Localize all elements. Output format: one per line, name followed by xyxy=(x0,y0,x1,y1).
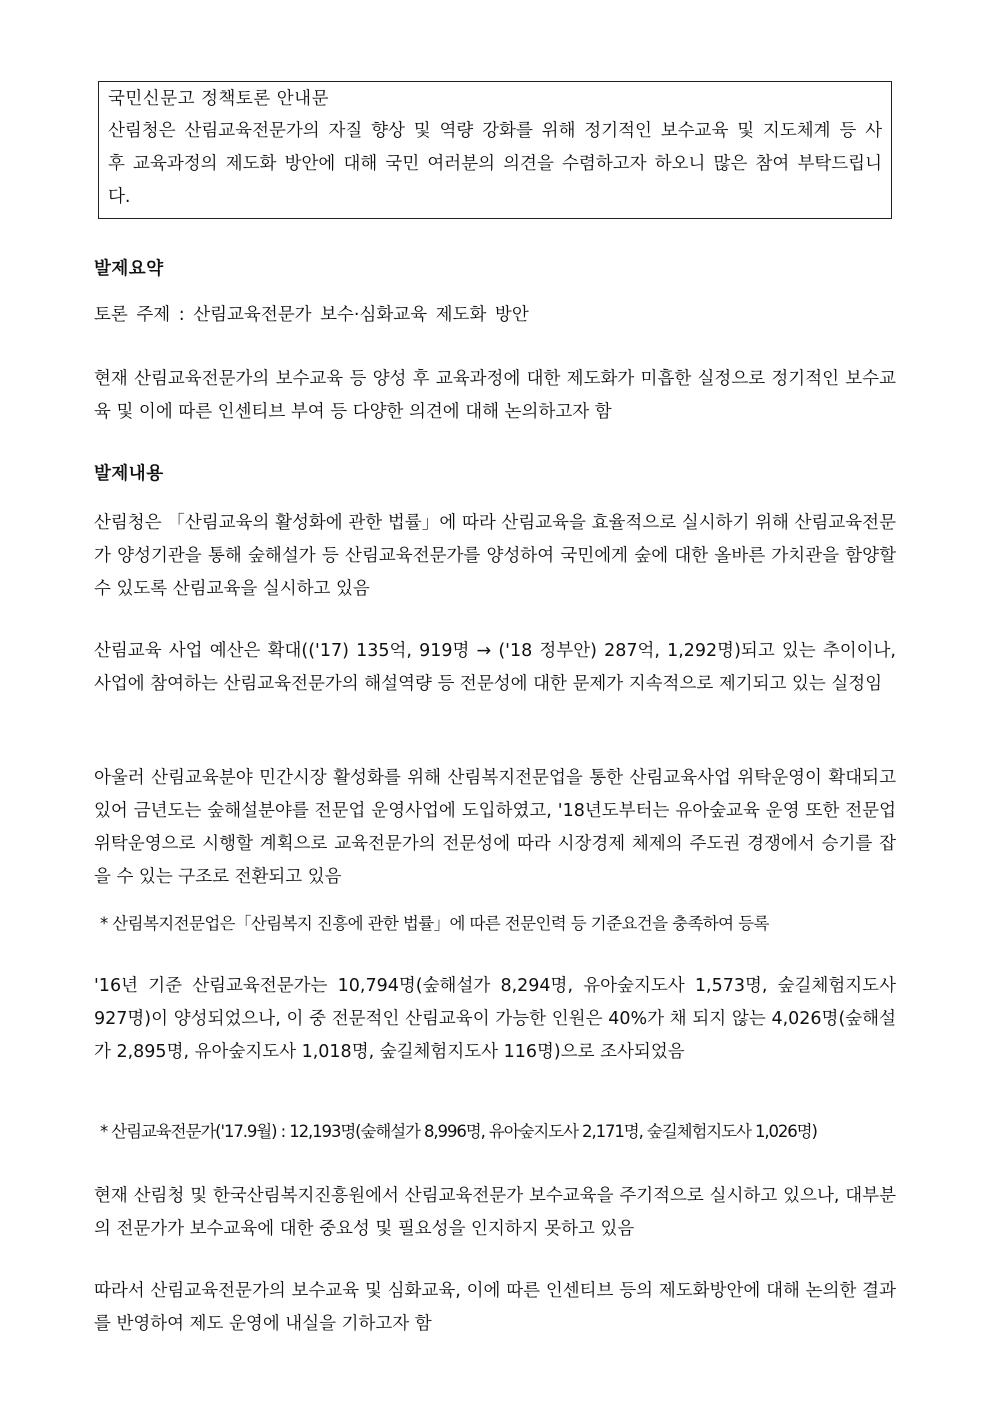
content-paragraph-1: 산림청은 「산림교육의 활성화에 관한 법률」에 따라 산림교육을 효율적으로 실시하기 위해 산림교육전문가 양성기관을 통해 숲해설가 등 산림교육전문가를 양성하여 국민에게 숲에 대한 올바른 가치관을 함양할 수 있도록 산림교육을 실시하고 있음 xyxy=(94,513,896,599)
content-paragraph-3: 아울러 산림교육분야 민간시장 활성화를 위해 산림복지전문업을 통한 산림교육사업 위탁운영이 확대되고 있어 금년도는 숲해설분야를 전문업 운영사업에 도입하였고, '18년도부터는 유아숲교육 운영 또한 전문업 위탁운영으로 시행할 계획으로 교육전문가의 전문성에 따라 시장경제 체제의 주도권 경쟁에서 승기를 잡을 수 있는 구조로 전환되고 있음 xyxy=(94,768,896,887)
content-paragraph-2: 산림교육 사업 예산은 확대(('17) 135억, 919명 → ('18 정부안) 287억, 1,292명)되고 있는 추이이나, 사업에 참여하는 산림교육전문가의 해설역량 등 전문성에 대한 문제가 지속적으로 제기되고 있는 실정임 xyxy=(94,641,896,694)
summary-paragraph: 현재 산림교육전문가의 보수교육 등 양성 후 교육과정에 대한 제도화가 미흡한 실정으로 정기적인 보수교육 및 이에 따른 인센티브 부여 등 다양한 의견에 대해 논의하고자 함 xyxy=(94,369,896,422)
content-heading: 발제내용 xyxy=(94,464,164,484)
discussion-topic: 토론 주제 : 산림교육전문가 보수·심화교육 제도화 방안 xyxy=(94,305,529,325)
footnote-welfare-business: * 산림복지전문업은「산림복지 진흥에 관한 법률」에 따른 전문인력 등 기준요건을 충족하여 등록 xyxy=(100,914,769,933)
content-paragraph-5: 현재 산림청 및 한국산림복지진흥원에서 산림교육전문가 보수교육을 주기적으로 실시하고 있으나, 대부분의 전문가가 보수교육에 대한 중요성 및 필요성을 인지하지 못하고 있음 xyxy=(94,1186,896,1239)
notice-box xyxy=(98,81,892,219)
footnote-expert-count: * 산림교육전문가('17.9월) : 12,193명(숲해설가 8,996명, 유아숲지도사 2,171명, 숲길체험지도사 1,026명) xyxy=(100,1122,817,1141)
notice-title: 국민신문고 정책토론 안내문 xyxy=(108,89,329,109)
notice-body: 산림청은 산림교육전문가의 자질 향상 및 역량 강화를 위해 정기적인 보수교육 및 지도체계 등 사후 교육과정의 제도화 방안에 대해 국민 여러분의 의견을 수렴하고자 하오니 많은 참여 부탁드립니다. xyxy=(108,121,882,207)
summary-heading: 발제요약 xyxy=(94,259,164,279)
content-paragraph-4: '16년 기준 산림교육전문가는 10,794명(숲해설가 8,294명, 유아숲지도사 1,573명, 숲길체험지도사 927명)이 양성되었으나, 이 중 전문적인 산림교육이 가능한 인원은 40%가 채 되지 않는 4,026명(숲해설가 2,895명, 유아숲지도사 1,018명, 숲길체험지도사 116명)으로 조사되었음 xyxy=(94,976,896,1062)
content-paragraph-6: 따라서 산림교육전문가의 보수교육 및 심화교육, 이에 따른 인센티브 등의 제도화방안에 대해 논의한 결과를 반영하여 제도 운영에 내실을 기하고자 함 xyxy=(94,1281,896,1334)
